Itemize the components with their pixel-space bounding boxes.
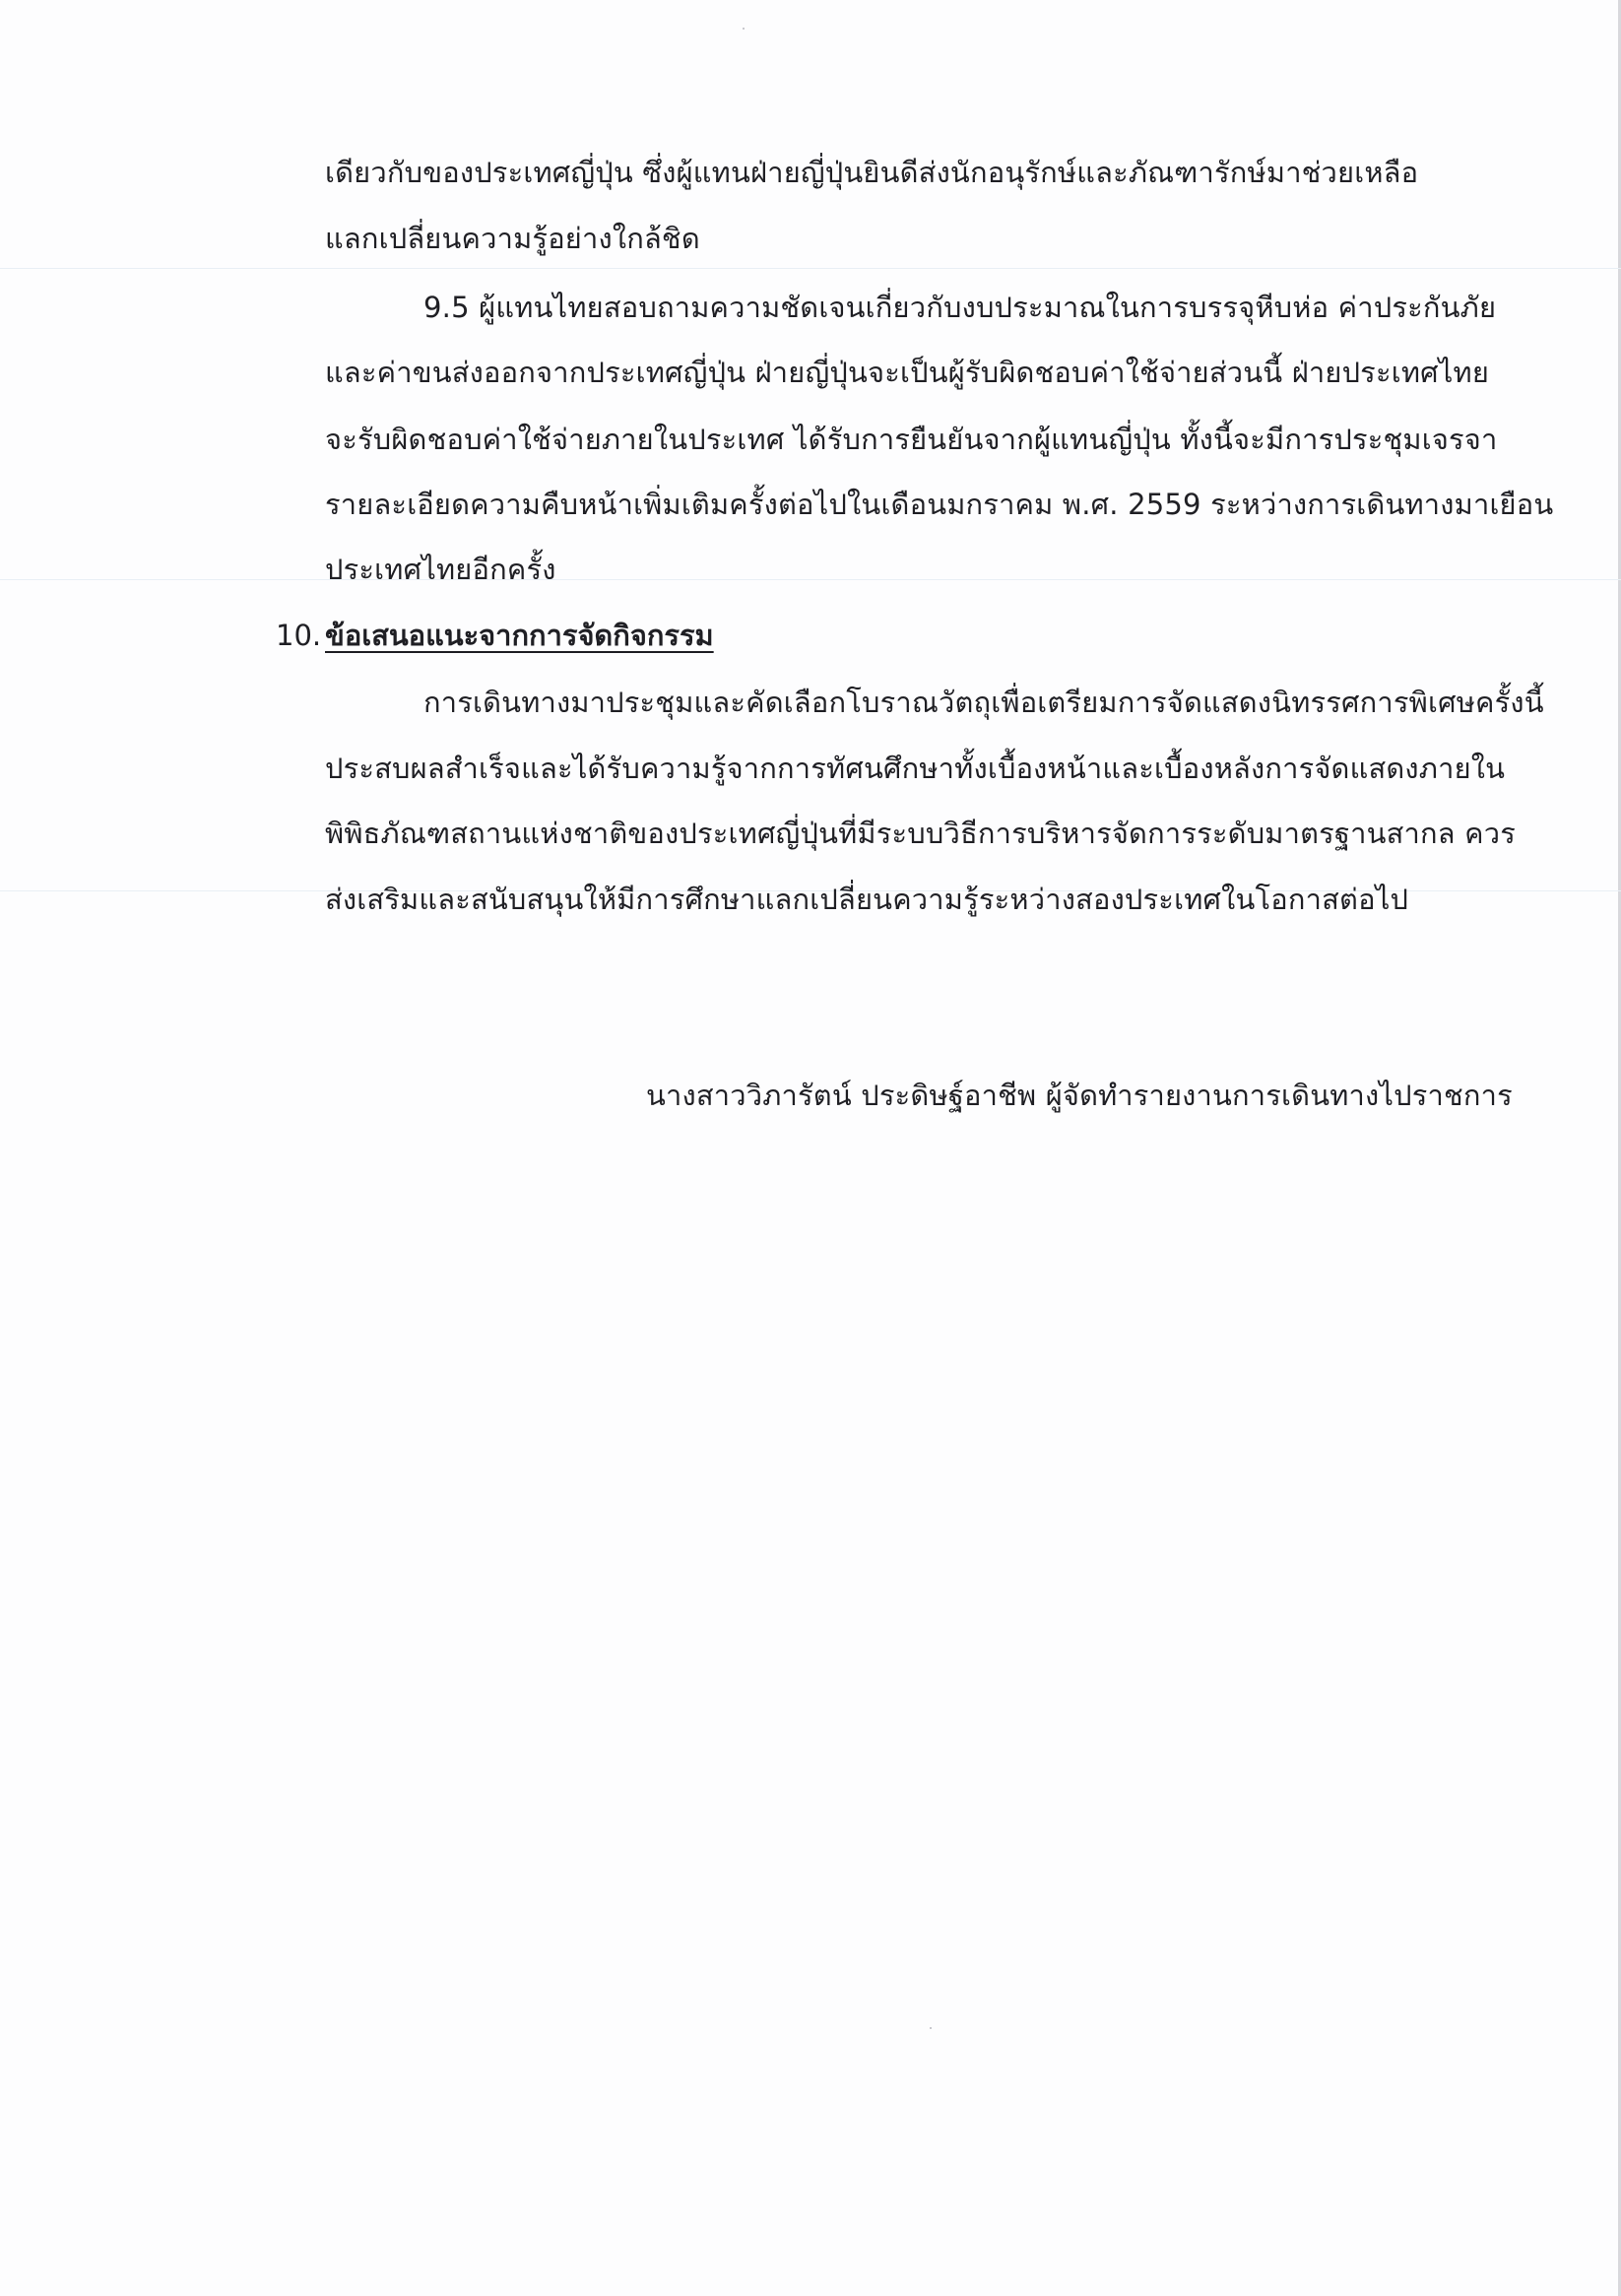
section-10-number: 10. (276, 619, 322, 652)
section-10-line-3: พิพิธภัณฑสถานแห่งชาติของประเทศญี่ปุ่นที่มีระบบวิธีการบริหารจัดการระดับมาตรฐานสากล ควร (325, 817, 1517, 850)
para-9-5-line-1: 9.5 ผู้แทนไทยสอบถามความชัดเจนเกี่ยวกับงบประมาณในการบรรจุหีบห่อ ค่าประกันภัย (423, 291, 1497, 324)
para-9-5-line-5: ประเทศไทยอีกครั้ง (325, 553, 556, 586)
scan-speck (930, 2027, 932, 2029)
signature-line: นางสาววิภารัตน์ ประดิษฐ์อาชีพ ผู้จัดทำรายงานการเดินทางไปราชการ (646, 1079, 1513, 1112)
scan-artifact-line (0, 579, 1621, 580)
section-10-title: ข้อเสนอแนะจากการจัดกิจกรรม (325, 619, 714, 652)
para-9-5-line-3: จะรับผิดชอบค่าใช้จ่ายภายในประเทศ ได้รับการยืนยันจากผู้แทนญี่ปุ่น ทั้งนี้จะมีการประชุมเจรจา (325, 423, 1498, 456)
section-10-line-4: ส่งเสริมและสนับสนุนให้มีการศึกษาแลกเปลี่ยนความรู้ระหว่างสองประเทศในโอกาสต่อไป (325, 883, 1409, 916)
scan-speck (743, 28, 745, 30)
para-9-5-line-4: รายละเอียดความคืบหน้าเพิ่มเติมครั้งต่อไปในเดือนมกราคม พ.ศ. 2559 ระหว่างการเดินทางมาเยือน (325, 488, 1554, 521)
section-10-line-2: ประสบผลสำเร็จและได้รับความรู้จากการทัศนศึกษาทั้งเบื้องหน้าและเบื้องหลังการจัดแสดงภายใน (325, 752, 1506, 785)
intro-line-2: แลกเปลี่ยนความรู้อย่างใกล้ชิด (325, 222, 700, 255)
scan-artifact-line (0, 268, 1621, 269)
intro-line-1: เดียวกับของประเทศญี่ปุ่น ซึ่งผู้แทนฝ่ายญี่ปุ่นยินดีส่งนักอนุรักษ์และภัณฑารักษ์มาช่วยเหลือ (325, 156, 1419, 189)
section-10-line-1: การเดินทางมาประชุมและคัดเลือกโบราณวัตถุเพื่อเตรียมการจัดแสดงนิทรรศการพิเศษครั้งนี้ (423, 686, 1544, 719)
para-9-5-line-2: และค่าขนส่งออกจากประเทศญี่ปุ่น ฝ่ายญี่ปุ่นจะเป็นผู้รับผิดชอบค่าใช้จ่ายส่วนนี้ ฝ่ายประเทศไทย (325, 356, 1490, 389)
